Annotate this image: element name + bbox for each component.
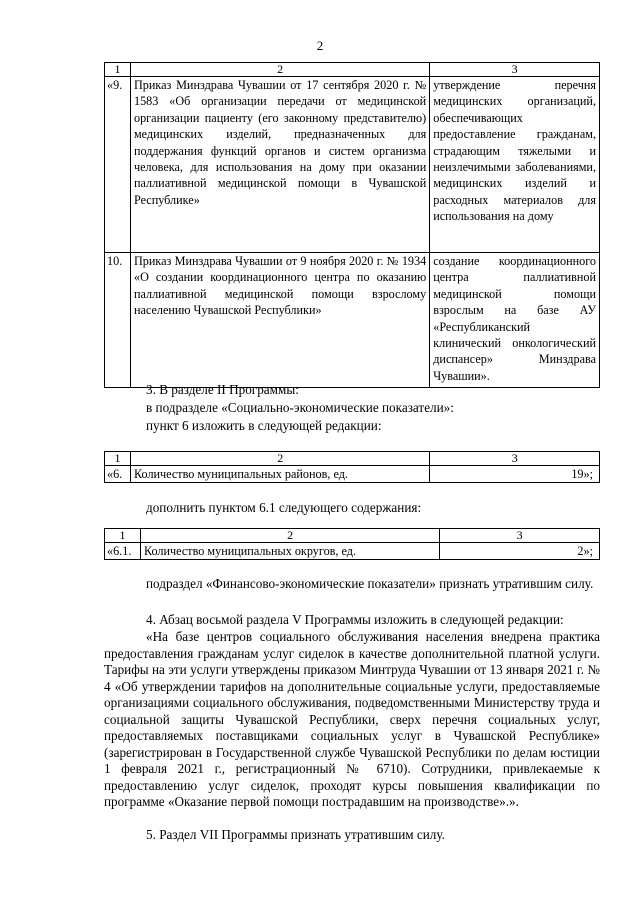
column-header: 1 (105, 452, 131, 466)
section-3-instruction: пункт 6 изложить в следующей редакции: (146, 418, 382, 433)
column-header: 3 (440, 529, 600, 543)
column-header: 1 (105, 529, 141, 543)
table-header-row (105, 529, 600, 543)
document-title: Приказ Минздрава Чувашии от 17 сентября 2020 г. № 1583 «Об организации передачи от медицинской организации пациенту (его законному представителю) медицинских изделий, предназначенных для поддержания функций органов и систем организма человека, для использования на дому при оказании паллиативной медицинской помощи в Чувашской Республике» (130, 77, 429, 253)
table-row (105, 253, 600, 388)
page-number: 2 (316, 38, 324, 53)
section-3-subsection: в подразделе «Социально-экономические показатели»: (146, 400, 454, 415)
column-header: 2 (130, 452, 429, 466)
programs-table (104, 62, 600, 388)
document-purpose: создание координационного центра паллиативной медицинской помощи взрослым на базе АУ «Республиканский клинический онкологический диспансер» Минздрава Чувашии». (430, 253, 600, 388)
section-4-text: «На базе центров социального обслуживания населения внедрена практика предоставления гражданам услуг сиделок в качестве дополнительной платной услуги. Тарифы на эти услуги утверждены приказом Минтруда Чувашии от 13 января 2021 г. № 4 «Об утверждении тарифов на дополнительные социальные услуги, предоставляемые организациями социального обслуживания, подведомственными Министерству труда и социальной защиты Чувашской Республики, сверх перечня социальных услуг, предоставляемых поставщиками социальных услуг в Чувашской Республике» (зарегистрирован в Государственной службе Чувашской Республики по делам юстиции 1 февраля 2021 г., регистрационный № 6710). Сотрудники, привлекаемые к предоставлению услуг сиделок, проходят курсы повышения квалификации по программе «Оказание первой помощи пострадавшим на производстве».». (104, 629, 600, 809)
row-number: «6. (105, 466, 131, 483)
column-header: 2 (130, 63, 429, 77)
indicator-label: Количество муниципальных районов, ед. (130, 466, 429, 483)
row-number: «9. (105, 77, 131, 253)
table-row (105, 77, 600, 253)
districts-table (104, 451, 600, 483)
finance-paragraph: подраздел «Финансово-экономические показатели» признать утратившим силу. (146, 576, 594, 591)
column-header: 2 (140, 529, 439, 543)
indicator-label: Количество муниципальных округов, ед. (140, 543, 439, 560)
indicator-value: 2»; (440, 543, 600, 560)
indicator-value: 19»; (430, 466, 600, 483)
row-number: «6.1. (105, 543, 141, 560)
add-point-instruction: дополнить пунктом 6.1 следующего содержания: (146, 500, 422, 515)
section-4-intro: 4. Абзац восьмой раздела V Программы изложить в следующей редакции: (146, 612, 564, 627)
column-header: 1 (105, 63, 131, 77)
table-row (105, 543, 600, 560)
section-5: 5. Раздел VII Программы признать утратившим силу. (146, 827, 445, 842)
table-header-row (105, 63, 600, 77)
okrugs-table (104, 528, 600, 560)
column-header: 3 (430, 63, 600, 77)
document-title: Приказ Минздрава Чувашии от 9 ноября 2020 г. № 1934 «О создании координационного центра по оказанию паллиативной медицинской помощи взрослому населению Чувашской Республики» (130, 253, 429, 388)
table-row (105, 466, 600, 483)
section-3-heading: 3. В разделе II Программы: (146, 382, 299, 397)
document-purpose: утверждение перечня медицинских организаций, обеспечивающих предоставление гражданам, страдающим тяжелыми и неизлечимыми заболеваниями, медицинских изделий и расходных материалов для использования на дому (430, 77, 600, 253)
row-number: 10. (105, 253, 131, 388)
column-header: 3 (430, 452, 600, 466)
table-header-row (105, 452, 600, 466)
